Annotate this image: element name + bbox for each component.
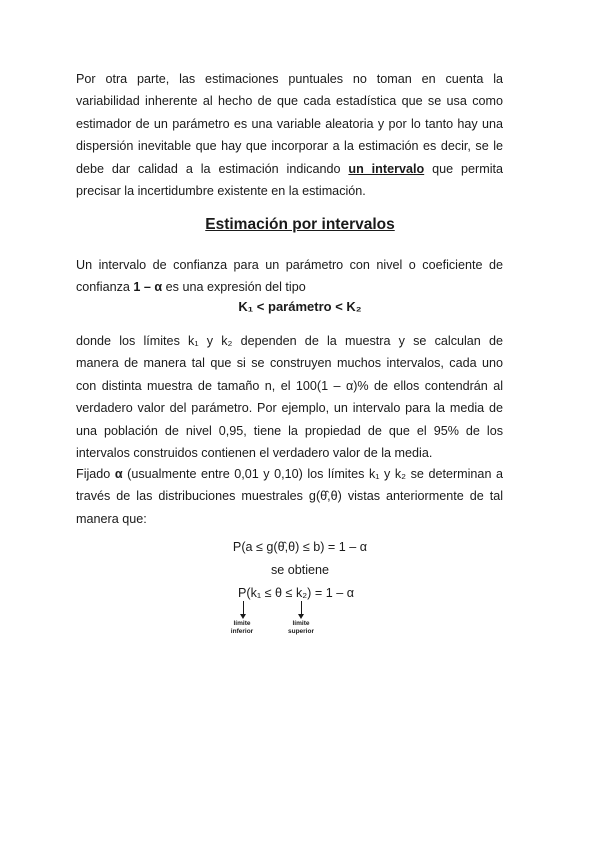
equation-interval: P(k₁ ≤ θ ≤ k₂) = 1 – α [238, 586, 354, 600]
alpha-symbol: α [114, 467, 123, 481]
text-line: Un intervalo de confianza para un parámetro con nivel o coeficiente de [76, 258, 503, 272]
text-fragment: Fijado [76, 467, 111, 481]
text-line: una población de nivel 0,95, tiene la propiedad de que el 95% de los [76, 423, 503, 438]
text-fragment: (usualmente entre 0,01 y 0,10) los límites k₁ y k₂ se determinan a [122, 467, 503, 481]
se-obtiene-text: se obtiene [270, 563, 330, 577]
text-line: verdadero valor del parámetro. Por ejemplo, un intervalo para la media de [76, 401, 503, 416]
text-line: estimador de un parámetro es una variable aleatoria y por lo tanto hay una [76, 116, 503, 131]
text-line [76, 158, 503, 180]
emphasis-un-intervalo: un intervalo [348, 161, 425, 176]
text-fragment: que permita [432, 161, 503, 176]
label-lower-limit: límite inferior [230, 620, 254, 635]
text-line: través de las distribuciones muestrales g(θ̂,θ) vistas anteriormente de tal [76, 489, 503, 504]
paragraph-definition [76, 254, 503, 299]
text-line [76, 463, 503, 485]
paragraph-limits [76, 330, 503, 464]
text-line: precisar la incertidumbre existente en la estimación. [76, 183, 366, 198]
arrow-upper-head [298, 614, 304, 619]
text-line: Por otra parte, las estimaciones puntuales no toman en cuenta la [76, 72, 503, 86]
section-title: Estimación por intervalos [205, 216, 395, 233]
text-line: donde los límites k₁ y k₂ dependen de la muestra y se calculan de [76, 334, 503, 348]
confidence-expression: 1 – α [133, 280, 163, 295]
text-line: dispersión inevitable que hay que incorporar a la estimación es decir, se le [76, 139, 503, 154]
formula-k-interval: K₁ < parámetro < K₂ [238, 299, 362, 314]
label-upper-limit: límite superior [287, 620, 314, 635]
paragraph-intro [76, 68, 503, 202]
text-line: manera de manera tal que si se construyen muchos intervalos, cada uno [76, 356, 503, 371]
equation-probability: P(a ≤ g(θ̂,θ) ≤ b) = 1 – α [232, 540, 368, 554]
text-line: manera que: [76, 511, 147, 526]
text-line: variabilidad inherente al hecho de que cada estadística que se usa como [76, 94, 503, 109]
paragraph-alpha [76, 463, 503, 530]
text-fragment: es una expresión del tipo [165, 280, 306, 295]
text-fragment: debe dar calidad a la estimación indicando [76, 161, 341, 176]
text-line: con distinta muestra de tamaño n, el 100(1 – α)% de ellos contendrán al [76, 378, 503, 393]
text-line: intervalos construidos contienen el verdadero valor de la media. [76, 445, 433, 460]
arrow-lower-head [240, 614, 246, 619]
text-line [76, 276, 503, 298]
arrow-lower-line [243, 601, 244, 615]
arrow-upper-line [301, 601, 302, 615]
text-fragment: confianza [76, 280, 130, 295]
